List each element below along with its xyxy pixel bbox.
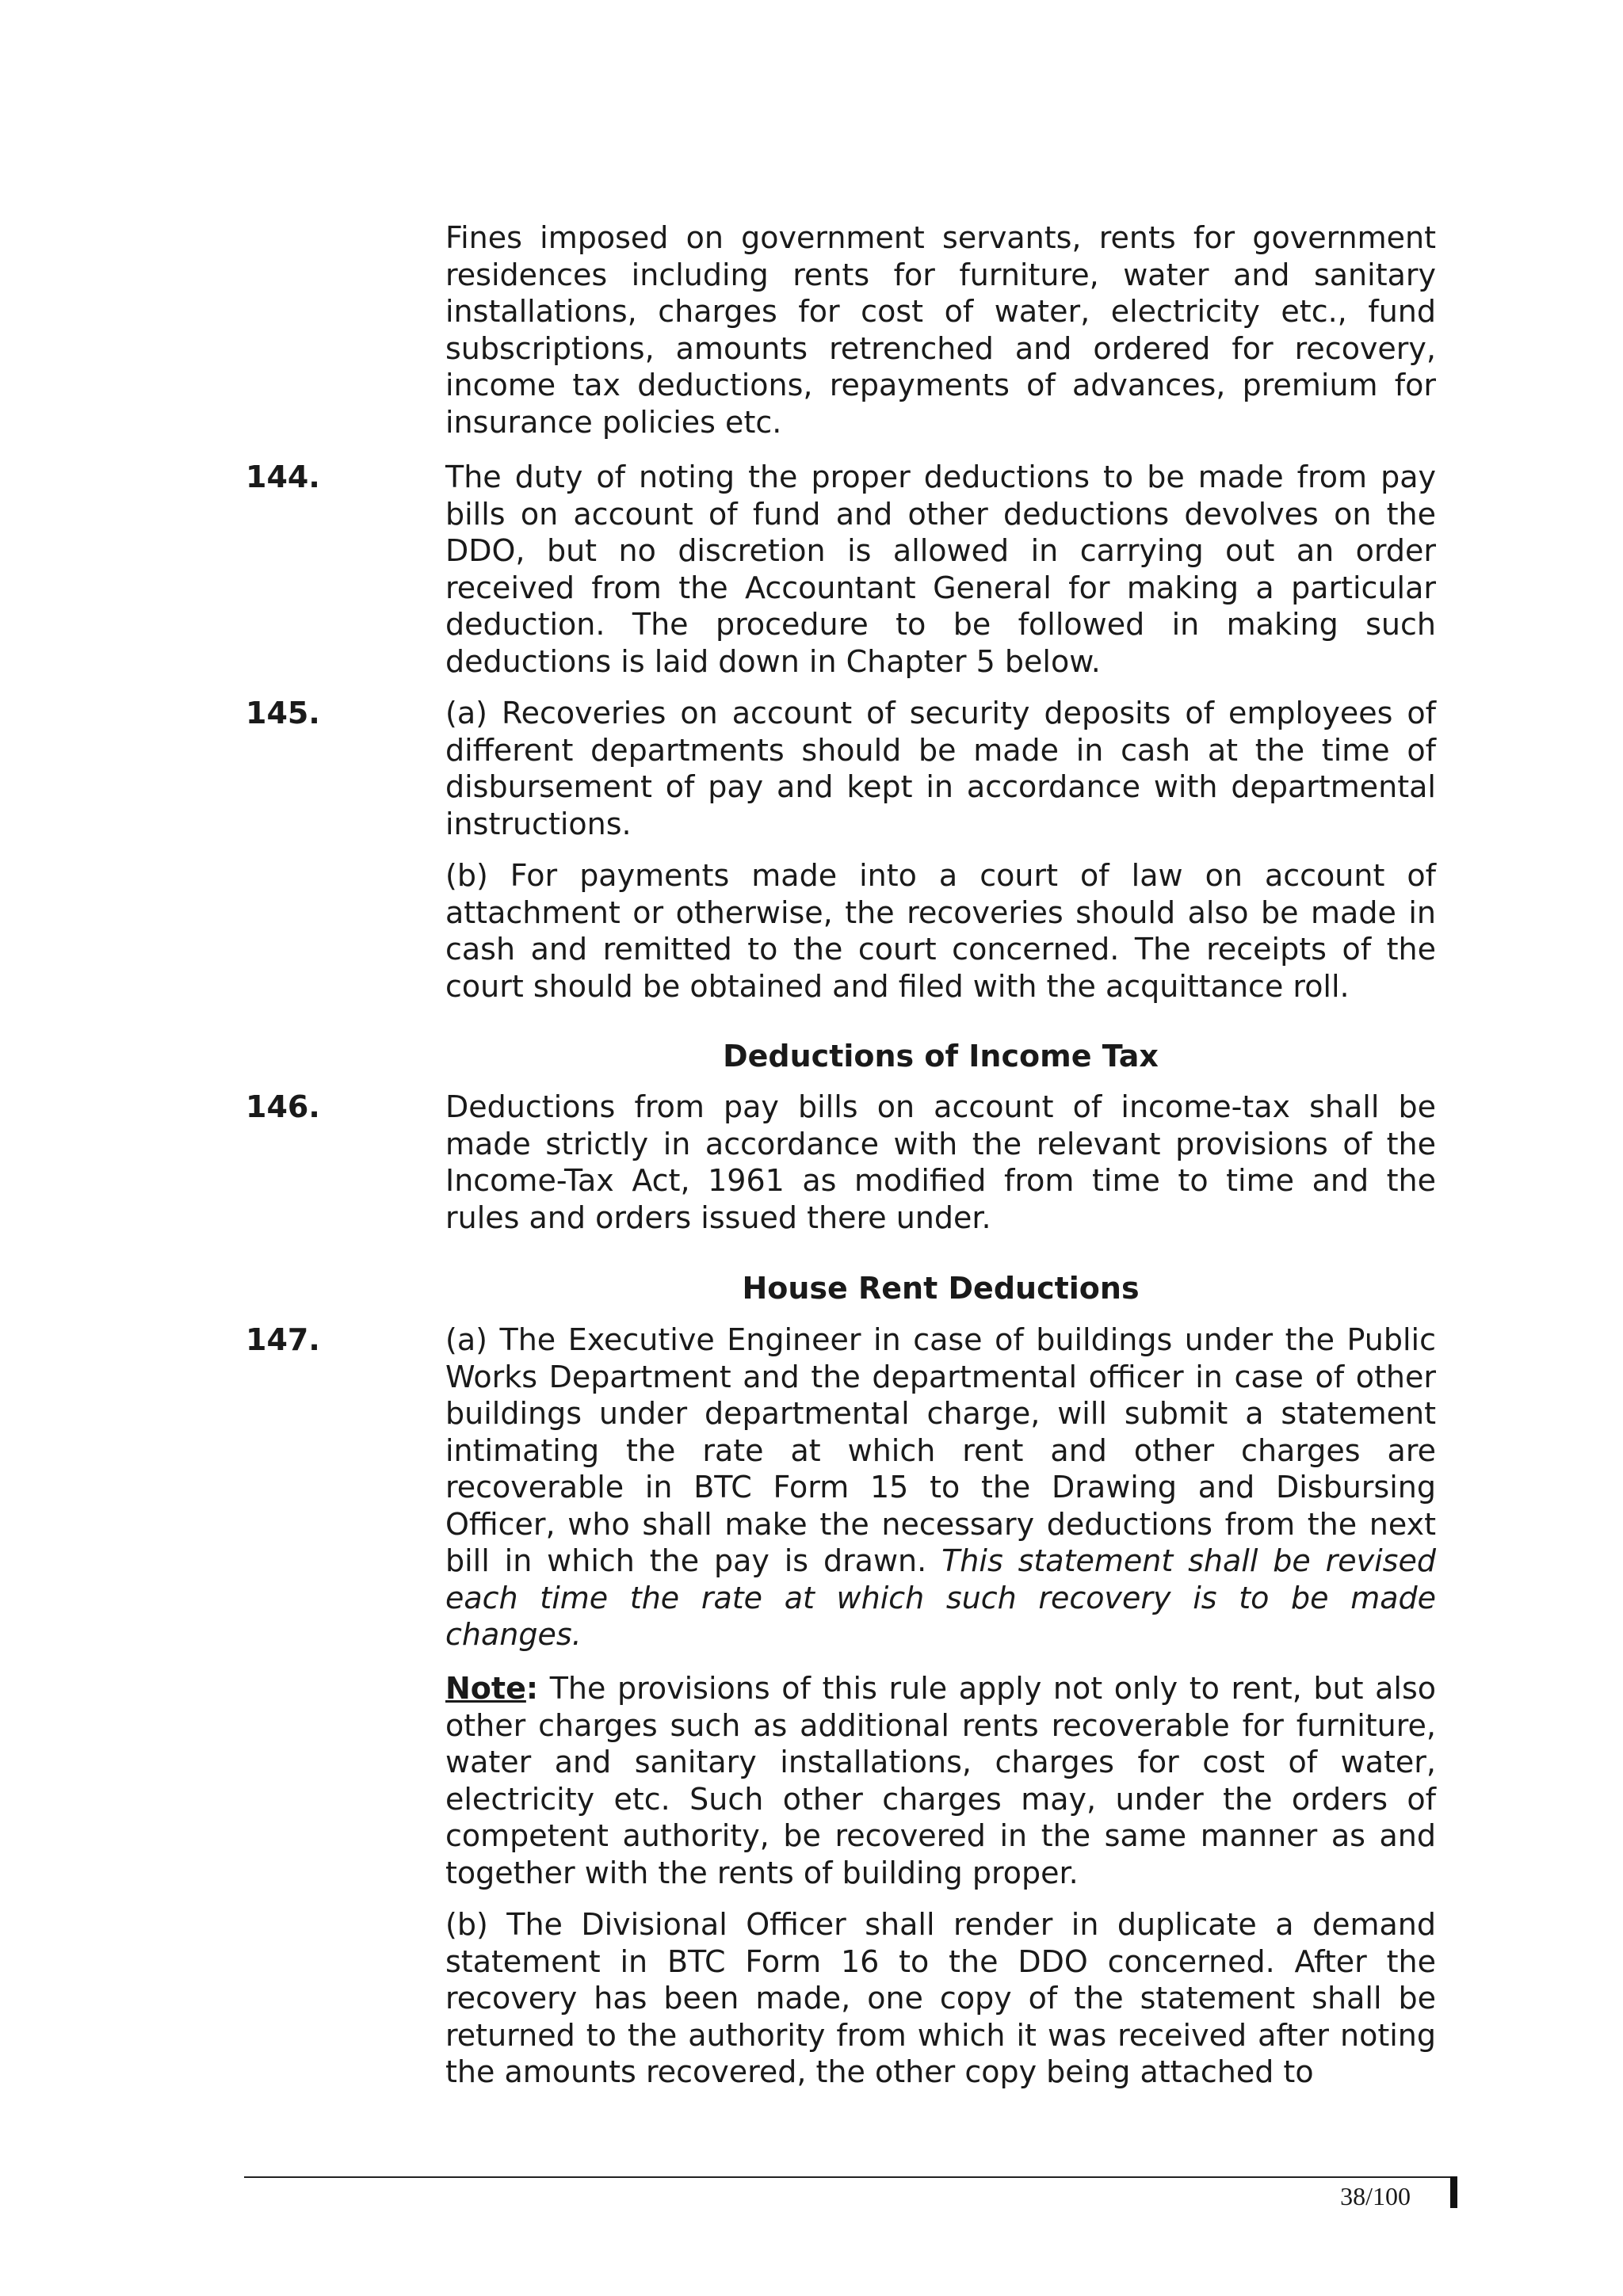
paragraph-145a: (a) Recoveries on account of security deposits of employees of different departments should be made in cash at the time of disbursement of pay and kept in accordance with departmental instructions.: [445, 696, 1436, 841]
paragraph-145b: (b) For payments made into a court of law on account of attachment or otherwise, the recoveries should also be made in cash and remitted to the court concerned. The receipts of the court should be obtained and filed with the acquittance roll.: [445, 858, 1436, 1004]
note-text: The provisions of this rule apply not only to rent, but also other charges such as additional rents recoverable for furniture, water and sanitary installations, charges for cost of water, electricity etc. Such other charges may, under the orders of competent authority, be recovered in the same manner as and together with the rents of building proper.: [445, 1671, 1436, 1890]
rule-number-144: 144.: [246, 460, 320, 494]
paragraph-147a-italic: This statement shall be revised each time the rate at which such recovery is to be made changes.: [445, 1543, 1436, 1652]
footer-rule: [244, 2176, 1457, 2178]
paragraph-144: The duty of noting the proper deductions to be made from pay bills on account of fund and other deductions devolves on the DDO, but no discretion is allowed in carrying out an order received from the Accountant General for making a particular deduction. The procedure to be followed in making such deductions is laid down in Chapter 5 below.: [445, 460, 1436, 679]
heading-house-rent: House Rent Deductions: [742, 1271, 1140, 1306]
rule-number-147: 147.: [246, 1322, 320, 1357]
heading-income-tax: Deductions of Income Tax: [723, 1039, 1159, 1074]
note-paragraph: [445, 1670, 1436, 1891]
rule-number-146: 146.: [246, 1089, 320, 1124]
rule-number-145: 145.: [246, 696, 320, 730]
page-number: 38/100: [1340, 2182, 1411, 2210]
paragraph-143-continued: Fines imposed on government servants, rents for government residences including rents for furniture, water and sanitary installations, charges for cost of water, electricity etc., fund subscriptions, amounts retrenched and ordered for recovery, income tax deductions, repayments of advances, premium for insurance policies etc.: [445, 220, 1436, 440]
note-colon: :: [525, 1671, 539, 1706]
footer-bar: [1450, 2176, 1457, 2208]
note-label: Note: [445, 1671, 526, 1706]
paragraph-147b: (b) The Divisional Officer shall render in duplicate a demand statement in BTC Form 16 to the DDO concerned. After the recovery has been made, one copy of the statement shall be returned to the authority from which it was received after noting the amounts recovered, the other copy being attached to: [445, 1907, 1436, 2089]
paragraph-147a-text: (a) The Executive Engineer in case of buildings under the Public Works Department and the departmental officer in case of other buildings under departmental charge, will submit a statement intimating the rate at which rent and other charges are recoverable in BTC Form 15 to the Drawing and Disbursing Officer, who shall make the necessary deductions from the next bill in which the pay is drawn.: [445, 1322, 1436, 1578]
paragraph-147a: [445, 1322, 1436, 1653]
paragraph-146: Deductions from pay bills on account of income-tax shall be made strictly in accordance with the relevant provisions of the Income-Tax Act, 1961 as modified from time to time and the rules and orders issued there under.: [445, 1089, 1436, 1235]
